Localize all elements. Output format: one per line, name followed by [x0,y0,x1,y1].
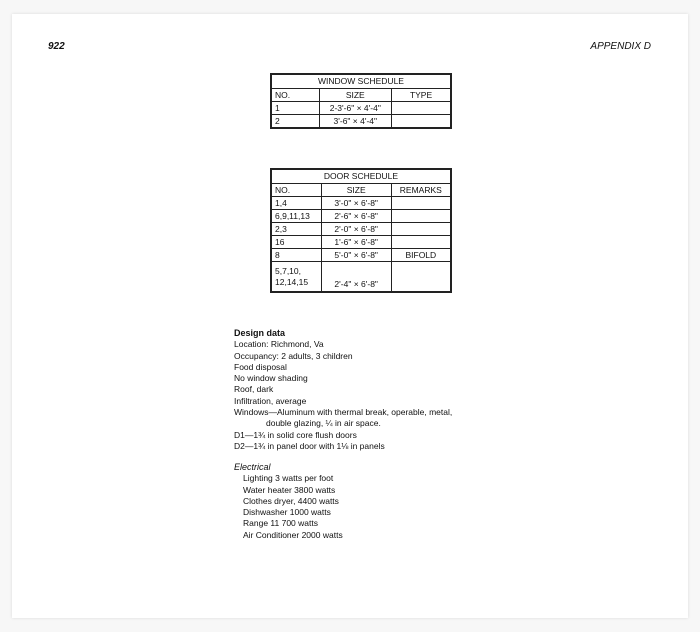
table-cell [391,236,451,249]
page-number: 922 [48,41,65,52]
door-schedule-title: DOOR SCHEDULE [271,169,451,184]
column-header: SIZE [321,184,391,197]
table-cell [391,262,451,293]
table-cell: 3'-0" × 6'-8" [321,197,391,210]
table-row [271,102,451,115]
table-row [271,115,451,129]
column-header: TYPE [392,89,451,102]
electrical-section [234,462,343,541]
column-header: REMARKS [391,184,451,197]
column-header: NO. [271,184,321,197]
table-row [271,262,451,293]
table-cell: 2'-0" × 6'-8" [321,223,391,236]
design-line: D2—1¾ in panel door with 1⅛ in panels [234,440,385,451]
section-label: APPENDIX D [590,41,651,52]
design-data-heading: Design data [234,328,286,338]
table-cell: BIFOLD [391,249,451,262]
table-row [271,197,451,210]
table-cell [391,210,451,223]
design-data-section [234,328,452,452]
electrical-heading: Electrical [234,462,271,472]
column-header: SIZE [319,89,392,102]
electrical-item: Dishwasher 1000 watts [243,507,331,518]
window-schedule-table [270,73,452,129]
design-line: D1—1¾ in solid core flush doors [234,429,357,440]
table-cell [392,102,451,115]
door-schedule-table [270,168,452,293]
table-row [271,210,451,223]
table-cell: 3'-6" × 4'-4" [319,115,392,129]
table-header-row [271,89,451,102]
table-cell: 5,7,10, 12,14,15 [271,262,321,293]
table-cell: 2,3 [271,223,321,236]
design-line: No window shading [234,373,308,384]
table-cell: 2'-6" × 6'-8" [321,210,391,223]
design-line: Infiltration, average [234,395,307,406]
table-cell: 5'-0" × 6'-8" [321,249,391,262]
electrical-item: Lighting 3 watts per foot [243,473,334,484]
table-cell [392,115,451,129]
design-line: double glazing, ¼ in air space. [266,418,381,429]
window-schedule-title: WINDOW SCHEDULE [271,74,451,89]
design-line: Occupancy: 2 adults, 3 children [234,350,353,361]
table-cell [391,197,451,210]
table-row [271,236,451,249]
table-cell: 2 [271,115,319,129]
column-header: NO. [271,89,319,102]
table-cell: 6,9,11,13 [271,210,321,223]
table-cell: 1'-6" × 6'-8" [321,236,391,249]
table-header-row [271,184,451,197]
table-row [271,223,451,236]
design-line: Windows—Aluminum with thermal break, operable, metal, [234,407,453,418]
table-cell: 16 [271,236,321,249]
table-cell: 1 [271,102,319,115]
table-cell: 1,4 [271,197,321,210]
electrical-item: Clothes dryer, 4400 watts [243,495,339,506]
table-cell: 2'-4" × 6'-8" [321,262,391,293]
electrical-item: Water heater 3800 watts [243,484,336,495]
table-cell [391,223,451,236]
electrical-item: Air Conditioner 2000 watts [243,529,343,540]
design-line: Food disposal [234,361,287,372]
document-page [12,14,688,618]
electrical-item: Range 11 700 watts [243,518,318,529]
table-row [271,249,451,262]
table-cell: 8 [271,249,321,262]
design-line: Roof, dark [234,384,274,395]
design-line: Location: Richmond, Va [234,339,324,350]
table-cell: 2-3'-6" × 4'-4" [319,102,392,115]
